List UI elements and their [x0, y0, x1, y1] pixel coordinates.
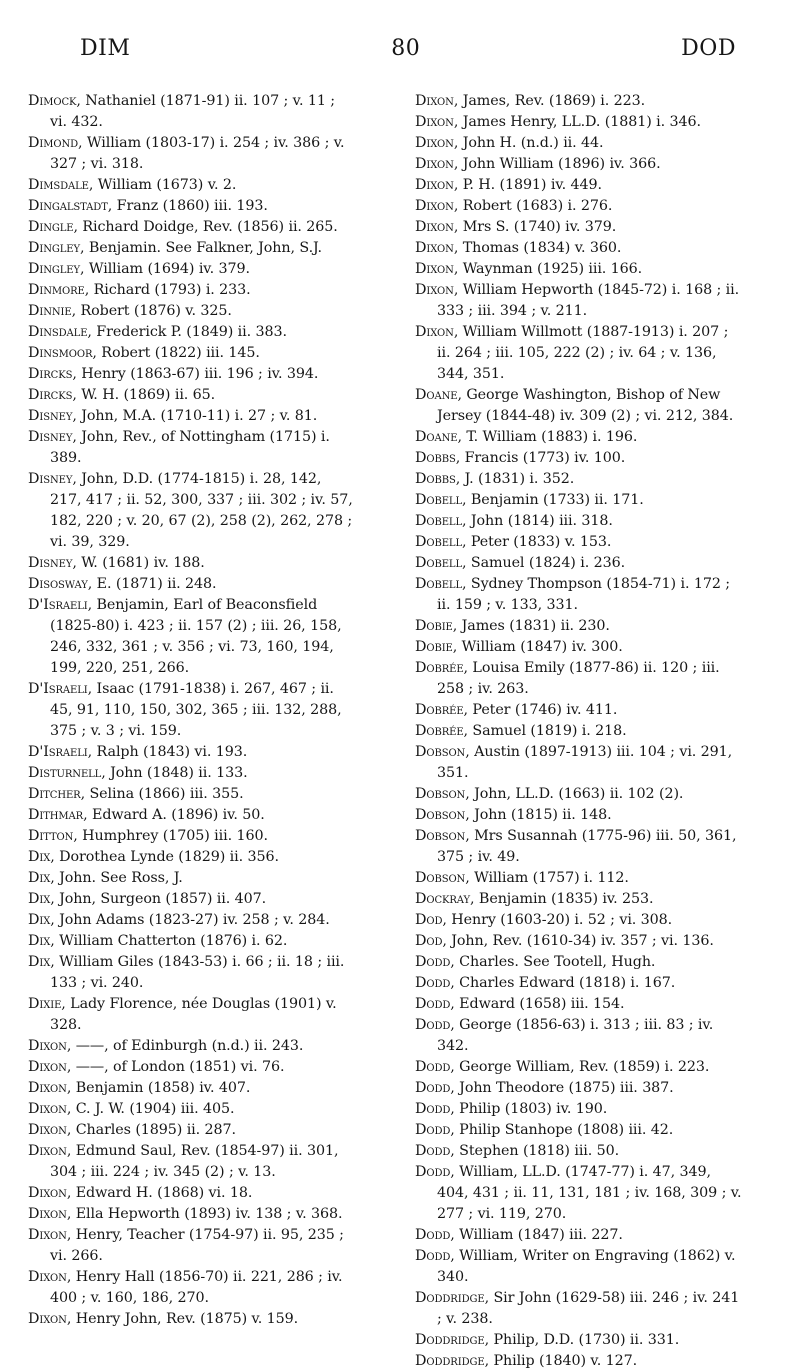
- index-entry: [415, 196, 743, 217]
- entry-surname: Doddridge: [415, 1290, 485, 1306]
- index-entry: [28, 322, 356, 343]
- index-entry: [415, 427, 743, 448]
- entry-details: , William (1847) iv. 300.: [452, 639, 623, 655]
- entry-surname: Doddridge: [415, 1353, 485, 1369]
- entry-surname: Dix: [28, 954, 51, 970]
- entry-surname: Dixon: [28, 1269, 67, 1285]
- index-entry: [415, 91, 743, 112]
- index-entry: [415, 448, 743, 469]
- entry-surname: Disney: [28, 429, 73, 445]
- index-entry: [415, 259, 743, 280]
- entry-details: , W. H. (1869) ii. 65.: [72, 387, 216, 403]
- entry-details: , Franz (1860) iii. 193.: [107, 198, 268, 214]
- entry-surname: Dobell: [415, 576, 462, 592]
- index-entry: [415, 889, 743, 910]
- entry-details: , E. (1871) ii. 248.: [87, 576, 217, 592]
- entry-surname: Dixon: [415, 114, 454, 130]
- entry-details: , John, D.D. (1774-1815) i. 28, 142, 217, 417 ; ii. 52, 300, 337 ; iii. 302 ; iv. 57, 182, 220 ; v. 20, 67 (2), 258 (2), 262, 278 ; vi. 39, 329.: [50, 471, 353, 550]
- entry-surname: Dix: [28, 849, 51, 865]
- index-entry: [28, 1057, 356, 1078]
- entry-details: , James (1831) ii. 230.: [452, 618, 610, 634]
- entry-surname: D'Israeli: [28, 744, 88, 760]
- index-entry: [415, 994, 743, 1015]
- entry-details: , Edward (1658) iii. 154.: [450, 996, 625, 1012]
- entry-surname: Dircks: [28, 387, 73, 403]
- index-entry: [28, 742, 356, 763]
- entry-surname: Dithmar: [28, 807, 84, 823]
- index-entry: [415, 238, 743, 259]
- index-entry: [28, 259, 356, 280]
- entry-surname: Dixon: [28, 1101, 67, 1117]
- entry-details: , James Henry, LL.D. (1881) i. 346.: [453, 114, 701, 130]
- entry-surname: Dobson: [415, 870, 466, 886]
- entry-surname: Dodd: [415, 1122, 451, 1138]
- entry-details: , Benjamin (1858) iv. 407.: [66, 1080, 251, 1096]
- index-entry: [415, 154, 743, 175]
- entry-surname: Disney: [28, 408, 73, 424]
- entry-surname: Dixon: [28, 1059, 67, 1075]
- entry-details: , John, M.A. (1710-11) i. 27 ; v. 81.: [72, 408, 318, 424]
- entry-details: , John (1815) ii. 148.: [465, 807, 612, 823]
- index-entry: [28, 826, 356, 847]
- index-entry: [415, 175, 743, 196]
- index-entry: [415, 1351, 743, 1372]
- index-entry: [28, 385, 356, 406]
- entry-surname: Disturnell: [28, 765, 102, 781]
- entry-details: , Benjamin (1733) ii. 171.: [462, 492, 644, 508]
- entry-details: , William (1847) iii. 227.: [450, 1227, 623, 1243]
- entry-surname: Disney: [28, 471, 73, 487]
- entry-surname: Dimond: [28, 135, 79, 151]
- entry-details: , William (1694) iv. 379.: [80, 261, 250, 277]
- entry-details: , Ralph (1843) vi. 193.: [87, 744, 248, 760]
- entry-details: , ——, of Edinburgh (n.d.) ii. 243.: [66, 1038, 304, 1054]
- entry-details: , Philip, D.D. (1730) ii. 331.: [484, 1332, 680, 1348]
- index-entry: [28, 994, 356, 1036]
- entry-surname: Dobie: [415, 639, 453, 655]
- entry-surname: Dobell: [415, 513, 462, 529]
- index-entry: [415, 784, 743, 805]
- index-entry: [28, 805, 356, 826]
- entry-details: , William Hepworth (1845-72) i. 168 ; ii. 333 ; iii. 394 ; v. 211.: [437, 282, 740, 319]
- entry-details: , Robert (1822) iii. 145.: [92, 345, 260, 361]
- entry-surname: Dobson: [415, 828, 466, 844]
- entry-details: , William (1673) v. 2.: [88, 177, 237, 193]
- entry-surname: Dobell: [415, 534, 462, 550]
- index-entry: [415, 952, 743, 973]
- index-entry: [28, 889, 356, 910]
- entry-details: , William (1757) i. 112.: [465, 870, 629, 886]
- index-entry: [415, 1330, 743, 1351]
- entry-surname: Dixon: [28, 1185, 67, 1201]
- entry-details: , William (1803-17) i. 254 ; iv. 386 ; v. 327 ; vi. 318.: [50, 135, 345, 172]
- entry-details: , John, LL.D. (1663) ii. 102 (2).: [465, 786, 684, 802]
- entry-details: , Henry, Teacher (1754-97) ii. 95, 235 ; vi. 266.: [50, 1227, 344, 1264]
- entry-details: , Richard (1793) i. 233.: [84, 282, 251, 298]
- entry-details: , Edmund Saul, Rev. (1854-97) ii. 301, 304 ; iii. 224 ; iv. 345 (2) ; v. 13.: [50, 1143, 339, 1180]
- index-entry: [28, 280, 356, 301]
- entry-details: , Louisa Emily (1877-86) ii. 120 ; iii. 258 ; iv. 263.: [437, 660, 720, 697]
- index-entry: [415, 112, 743, 133]
- entry-surname: Dinmore: [28, 282, 85, 298]
- entry-surname: Dimsdale: [28, 177, 89, 193]
- entry-details: , Henry (1863-67) iii. 196 ; iv. 394.: [72, 366, 319, 382]
- entry-details: , Humphrey (1705) iii. 160.: [73, 828, 268, 844]
- entry-surname: Dixon: [415, 177, 454, 193]
- index-entry: [415, 217, 743, 238]
- entry-details: , Nathaniel (1871-91) ii. 107 ; v. 11 ; vi. 432.: [50, 93, 335, 130]
- entry-surname: Dobell: [415, 492, 462, 508]
- entry-surname: Dix: [28, 870, 51, 886]
- index-entry: [415, 805, 743, 826]
- entry-surname: Dixon: [28, 1311, 67, 1327]
- entry-surname: Dobson: [415, 807, 466, 823]
- entry-surname: Dixon: [415, 198, 454, 214]
- running-header: [80, 36, 736, 61]
- index-entry: [28, 1078, 356, 1099]
- entry-details: , Sydney Thompson (1854-71) i. 172 ; ii. 159 ; v. 133, 331.: [437, 576, 730, 613]
- entry-surname: Dockray: [415, 891, 471, 907]
- entry-surname: Dixon: [415, 219, 454, 235]
- entry-surname: Dodd: [415, 1080, 451, 1096]
- entry-details: , J. (1831) i. 352.: [455, 471, 575, 487]
- entry-surname: Dixon: [28, 1080, 67, 1096]
- entry-details: , Charles Edward (1818) i. 167.: [450, 975, 676, 991]
- entry-details: , P. H. (1891) iv. 449.: [453, 177, 602, 193]
- index-entry: [415, 868, 743, 889]
- index-entry: [28, 196, 356, 217]
- index-entry: [415, 553, 743, 574]
- index-entry: [415, 133, 743, 154]
- entry-surname: Dingley: [28, 261, 80, 277]
- index-entry: [415, 322, 743, 385]
- entry-details: , C. J. W. (1904) iii. 405.: [66, 1101, 235, 1117]
- index-entry: [28, 1036, 356, 1057]
- entry-surname: Dixon: [415, 261, 454, 277]
- entry-surname: Dodd: [415, 1143, 451, 1159]
- entry-details: , George (1856-63) i. 313 ; iii. 83 ; iv. 342.: [437, 1017, 714, 1054]
- index-entry: [415, 721, 743, 742]
- index-entry: [28, 1120, 356, 1141]
- index-entry: [415, 1162, 743, 1225]
- entry-details: , Ella Hepworth (1893) iv. 138 ; v. 368.: [66, 1206, 343, 1222]
- entry-details: , John Adams (1823-27) iv. 258 ; v. 284.: [50, 912, 330, 928]
- page-number: 80: [391, 36, 421, 61]
- entry-surname: Dobie: [415, 618, 453, 634]
- entry-details: , Philip (1840) v. 127.: [484, 1353, 638, 1369]
- entry-surname: Dodd: [415, 1227, 451, 1243]
- entry-details: , Philip (1803) iv. 190.: [450, 1101, 608, 1117]
- entry-details: , Henry Hall (1856-70) ii. 221, 286 ; iv. 400 ; v. 160, 186, 270.: [50, 1269, 343, 1306]
- index-column-left: [28, 91, 356, 1330]
- index-entry: [28, 343, 356, 364]
- index-entry: [415, 574, 743, 616]
- entry-surname: Dixon: [28, 1206, 67, 1222]
- entry-details: , W. (1681) iv. 188.: [72, 555, 205, 571]
- entry-surname: Dircks: [28, 366, 73, 382]
- entry-surname: Ditton: [28, 828, 74, 844]
- entry-surname: Dobson: [415, 786, 466, 802]
- index-entry: [415, 1057, 743, 1078]
- entry-surname: Dodd: [415, 1101, 451, 1117]
- index-entry: [28, 1267, 356, 1309]
- index-entry: [28, 553, 356, 574]
- entry-surname: Dingalstadt: [28, 198, 108, 214]
- entry-surname: Doane: [415, 429, 458, 445]
- entry-surname: Dobrée: [415, 660, 464, 676]
- index-entry: [28, 1204, 356, 1225]
- entry-surname: Dodd: [415, 1164, 451, 1180]
- entry-details: , Benjamin, Earl of Beaconsfield (1825-80) i. 423 ; ii. 157 (2) ; iii. 26, 158, 246, 332, 361 ; v. 356 ; vi. 73, 160, 194, 199, 220, 251, 266.: [50, 597, 342, 676]
- entry-surname: Dinnie: [28, 303, 72, 319]
- entry-surname: Dixon: [415, 324, 454, 340]
- index-entry: [28, 469, 356, 553]
- entry-details: , John. See Ross, J.: [50, 870, 183, 886]
- index-entry: [415, 973, 743, 994]
- entry-details: , Sir John (1629-58) iii. 246 ; iv. 241 ; v. 238.: [437, 1290, 740, 1327]
- index-entry: [28, 1309, 356, 1330]
- entry-surname: Dix: [28, 891, 51, 907]
- entry-details: , William Chatterton (1876) i. 62.: [50, 933, 288, 949]
- index-entry: [415, 1141, 743, 1162]
- entry-details: , Robert (1876) v. 325.: [71, 303, 232, 319]
- entry-surname: Dobrée: [415, 702, 464, 718]
- index-entry: [28, 133, 356, 175]
- index-entry: [28, 406, 356, 427]
- index-entry: [415, 280, 743, 322]
- entry-details: , Henry (1603-20) i. 52 ; vi. 308.: [442, 912, 673, 928]
- entry-surname: Doddridge: [415, 1332, 485, 1348]
- entry-details: , Lady Florence, née Douglas (1901) v. 328.: [50, 996, 337, 1033]
- index-entry: [415, 700, 743, 721]
- entry-details: , Selina (1866) iii. 355.: [80, 786, 244, 802]
- index-entry: [415, 910, 743, 931]
- entry-details: , Philip Stanhope (1808) iii. 42.: [450, 1122, 674, 1138]
- entry-details: , Charles (1895) ii. 287.: [66, 1122, 236, 1138]
- entry-surname: Ditcher: [28, 786, 81, 802]
- index-entry: [415, 931, 743, 952]
- entry-details: , Peter (1746) iv. 411.: [463, 702, 618, 718]
- entry-details: , Benjamin. See Falkner, John, S.J.: [80, 240, 322, 256]
- index-entry: [415, 1078, 743, 1099]
- index-entry: [415, 1225, 743, 1246]
- entry-details: , George William, Rev. (1859) i. 223.: [450, 1059, 710, 1075]
- entry-details: , Edward H. (1868) vi. 18.: [66, 1185, 253, 1201]
- index-entry: [28, 364, 356, 385]
- index-entry: [415, 826, 743, 868]
- entry-details: , T. William (1883) i. 196.: [457, 429, 638, 445]
- index-entry: [28, 238, 356, 259]
- index-entry: [415, 1015, 743, 1057]
- entry-surname: Dod: [415, 933, 443, 949]
- entry-details: , Richard Doidge, Rev. (1856) ii. 265.: [73, 219, 338, 235]
- index-entry: [28, 952, 356, 994]
- index-entry: [415, 532, 743, 553]
- index-entry: [415, 1288, 743, 1330]
- index-entry: [28, 595, 356, 679]
- entry-surname: Doane: [415, 387, 458, 403]
- entry-surname: Dobrée: [415, 723, 464, 739]
- index-entry: [28, 763, 356, 784]
- entry-surname: Dinsmoor: [28, 345, 93, 361]
- entry-surname: Dinsdale: [28, 324, 88, 340]
- index-entry: [28, 868, 356, 889]
- index-entry: [28, 1141, 356, 1183]
- entry-surname: Dodd: [415, 954, 451, 970]
- index-entry: [415, 637, 743, 658]
- entry-surname: Dodd: [415, 1017, 451, 1033]
- entry-details: , John William (1896) iv. 366.: [453, 156, 661, 172]
- entry-surname: Dixon: [28, 1227, 67, 1243]
- index-entry: [28, 1099, 356, 1120]
- entry-surname: Dingle: [28, 219, 74, 235]
- header-right-guide-word: DOD: [681, 36, 736, 61]
- entry-details: , Frederick P. (1849) ii. 383.: [87, 324, 287, 340]
- entry-details: , John, Rev., of Nottingham (1715) i. 389.: [50, 429, 330, 466]
- entry-surname: Dobell: [415, 555, 462, 571]
- index-entry: [28, 784, 356, 805]
- entry-surname: Dixon: [28, 1143, 67, 1159]
- entry-details: , Thomas (1834) v. 360.: [453, 240, 622, 256]
- entry-surname: Disney: [28, 555, 73, 571]
- index-entry: [28, 427, 356, 469]
- entry-surname: Dixon: [415, 135, 454, 151]
- entry-details: , James, Rev. (1869) i. 223.: [453, 93, 646, 109]
- entry-details: , Austin (1897-1913) iii. 104 ; vi. 291, 351.: [437, 744, 733, 781]
- entry-details: , Francis (1773) iv. 100.: [455, 450, 626, 466]
- entry-details: , Waynman (1925) iii. 166.: [453, 261, 643, 277]
- index-entry: [28, 679, 356, 742]
- entry-details: , Isaac (1791-1838) i. 267, 467 ; ii. 45, 91, 110, 150, 302, 365 ; iii. 132, 288, 375 ; v. 3 ; vi. 159.: [50, 681, 342, 739]
- entry-details: , Samuel (1819) i. 218.: [463, 723, 627, 739]
- entry-surname: Dixon: [415, 282, 454, 298]
- entry-surname: Disosway: [28, 576, 88, 592]
- index-entry: [28, 175, 356, 196]
- entry-details: , William Giles (1843-53) i. 66 ; ii. 18 ; iii. 133 ; vi. 240.: [50, 954, 345, 991]
- entry-surname: Dodd: [415, 975, 451, 991]
- entry-details: , Benjamin (1835) iv. 253.: [470, 891, 654, 907]
- entry-details: , Dorothea Lynde (1829) ii. 356.: [50, 849, 279, 865]
- header-left-guide-word: DIM: [80, 36, 131, 61]
- entry-details: , ——, of London (1851) vi. 76.: [66, 1059, 285, 1075]
- index-entry: [415, 490, 743, 511]
- entry-details: , Edward A. (1896) iv. 50.: [83, 807, 265, 823]
- entry-surname: Dingley: [28, 240, 80, 256]
- index-entry: [28, 1183, 356, 1204]
- entry-details: , Stephen (1818) iii. 50.: [450, 1143, 620, 1159]
- entry-details: , Peter (1833) v. 153.: [462, 534, 612, 550]
- entry-surname: D'Israeli: [28, 597, 88, 613]
- index-entry: [415, 658, 743, 700]
- index-entry: [415, 1099, 743, 1120]
- entry-surname: Dimock: [28, 93, 77, 109]
- entry-surname: Dixon: [415, 240, 454, 256]
- entry-details: , Samuel (1824) i. 236.: [462, 555, 626, 571]
- entry-surname: Dodd: [415, 1059, 451, 1075]
- index-entry: [28, 301, 356, 322]
- index-entry: [415, 1120, 743, 1141]
- entry-details: , John H. (n.d.) ii. 44.: [453, 135, 604, 151]
- entry-details: , John (1814) iii. 318.: [462, 513, 613, 529]
- entry-surname: Dix: [28, 933, 51, 949]
- index-entry: [415, 511, 743, 532]
- index-entry: [28, 847, 356, 868]
- index-entry: [415, 616, 743, 637]
- entry-details: , Mrs S. (1740) iv. 379.: [453, 219, 617, 235]
- entry-surname: Dod: [415, 912, 443, 928]
- entry-surname: Dixon: [415, 93, 454, 109]
- index-entry: [28, 574, 356, 595]
- index-entry: [415, 385, 743, 427]
- index-entry: [28, 217, 356, 238]
- entry-details: , John Theodore (1875) iii. 387.: [450, 1080, 674, 1096]
- entry-details: , Robert (1683) i. 276.: [453, 198, 613, 214]
- entry-details: , John (1848) ii. 133.: [101, 765, 248, 781]
- index-entry: [415, 1246, 743, 1288]
- entry-surname: Dodd: [415, 996, 451, 1012]
- index-entry: [28, 931, 356, 952]
- entry-details: , George Washington, Bishop of New Jersey (1844-48) iv. 309 (2) ; vi. 212, 384.: [437, 387, 734, 424]
- entry-surname: Dobbs: [415, 471, 456, 487]
- entry-details: , Mrs Susannah (1775-96) iii. 50, 361, 375 ; iv. 49.: [437, 828, 737, 865]
- entry-surname: Dodd: [415, 1248, 451, 1264]
- index-entry: [28, 1225, 356, 1267]
- entry-surname: Dobson: [415, 744, 466, 760]
- entry-surname: Dobbs: [415, 450, 456, 466]
- index-entry: [28, 910, 356, 931]
- entry-details: , William Willmott (1887-1913) i. 207 ; ii. 264 ; iii. 105, 222 (2) ; iv. 64 ; v. 136, 344, 351.: [437, 324, 729, 382]
- entry-surname: Dixon: [28, 1038, 67, 1054]
- entry-surname: D'Israeli: [28, 681, 88, 697]
- entry-details: , John, Surgeon (1857) ii. 407.: [50, 891, 267, 907]
- entry-details: , John, Rev. (1610-34) iv. 357 ; vi. 136.: [442, 933, 714, 949]
- index-entry: [415, 469, 743, 490]
- entry-surname: Dixie: [28, 996, 62, 1012]
- entry-details: , William, LL.D. (1747-77) i. 47, 349, 404, 431 ; ii. 11, 131, 181 ; iv. 168, 309 ; v. 277 ; vi. 119, 270.: [437, 1164, 742, 1222]
- entry-details: , Charles. See Tootell, Hugh.: [450, 954, 656, 970]
- entry-details: , Henry John, Rev. (1875) v. 159.: [66, 1311, 299, 1327]
- index-entry: [28, 91, 356, 133]
- index-entry: [415, 742, 743, 784]
- index-column-right: [415, 91, 743, 1372]
- entry-surname: Dixon: [28, 1122, 67, 1138]
- entry-details: , William, Writer on Engraving (1862) v. 340.: [437, 1248, 736, 1285]
- entry-surname: Dixon: [415, 156, 454, 172]
- entry-surname: Dix: [28, 912, 51, 928]
